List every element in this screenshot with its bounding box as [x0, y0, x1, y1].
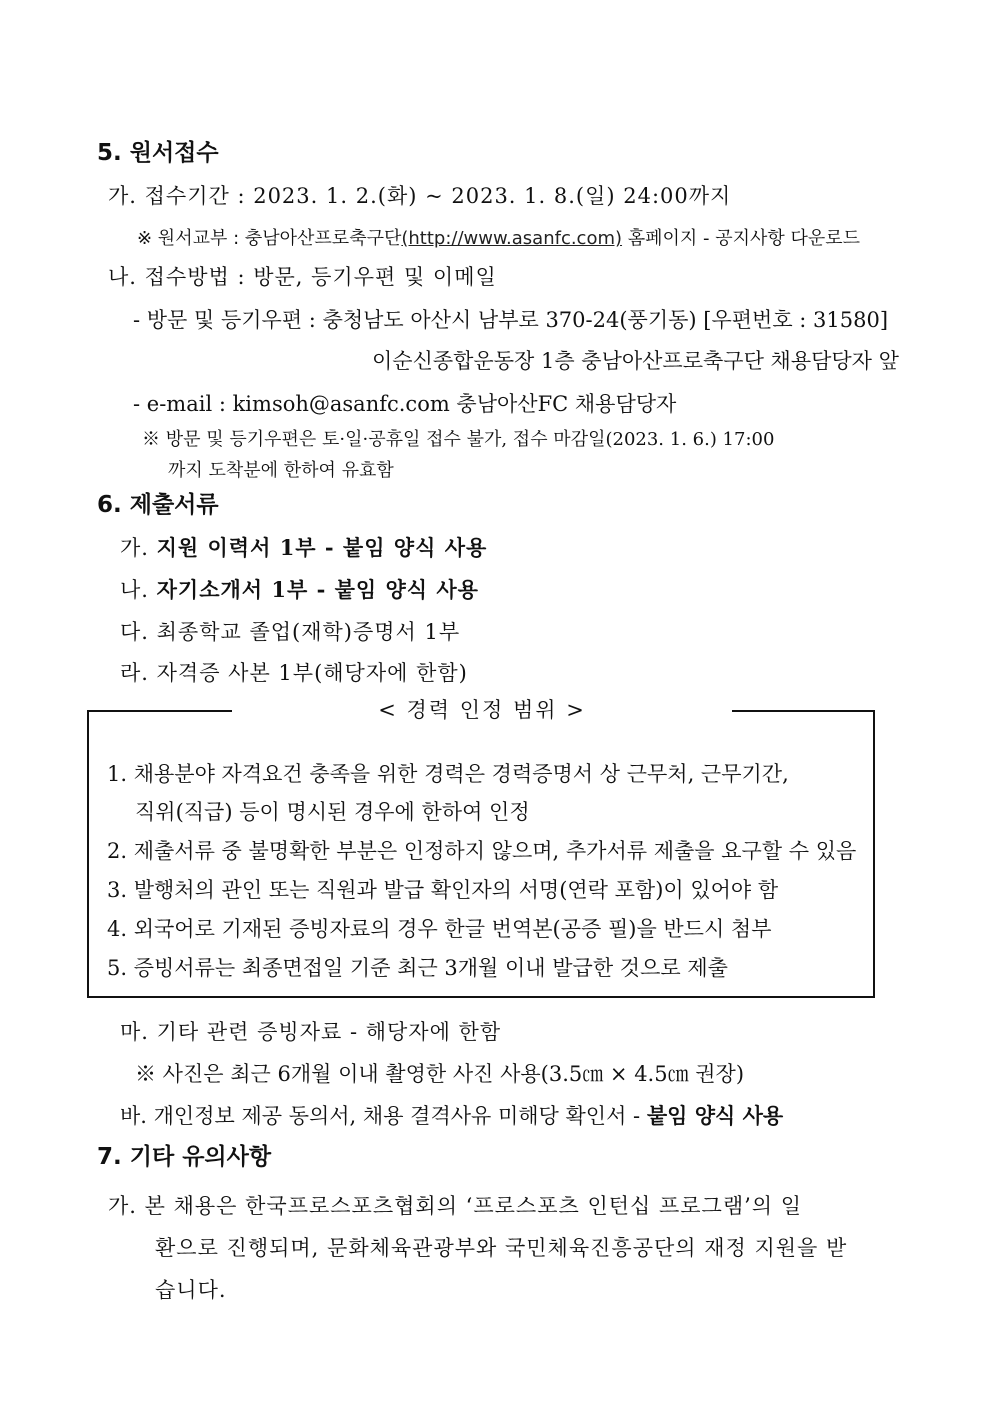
doc-item-license: 라. 자격증 사본 1부(해당자에 한함) [120, 661, 468, 685]
visit-mail-label: - 방문 및 등기우편 : [133, 308, 323, 332]
reception-period: 가. 접수기간 : 2023. 1. 2.(화) ~ 2023. 1. 8.(일) 24:00까지 [108, 184, 732, 208]
notice-line-3: 습니다. [155, 1278, 227, 1302]
visit-mail-address-1: 충청남도 아산시 남부로 370-24(풍기동) [우편번호 : 31580] [322, 308, 889, 332]
privacy-bold: 붙임 양식 사용 [646, 1103, 784, 1128]
section-6-heading: 6. 제출서류 [97, 492, 219, 518]
application-form-note-suffix: 홈페이지 - 공지사항 다운로드 [622, 228, 861, 249]
doc-item-other: 마. 기타 관련 증빙자료 - 해당자에 한함 [120, 1020, 502, 1044]
email-line: - e-mail : kimsoh@asanfc.com 충남아산FC 채용담당자 [133, 392, 677, 416]
doc-item-resume [120, 534, 487, 562]
doc-item-prefix: 나. [120, 578, 157, 602]
visit-mail-address-2: 이순신종합운동장 1층 충남아산프로축구단 채용담당자 앞 [372, 349, 899, 373]
application-form-note-prefix: ※ 원서교부 : 충남아산프로축구단 [137, 228, 402, 249]
doc-item-text: 지원 이력서 1부 - 붙임 양식 사용 [156, 535, 488, 560]
application-form-note [137, 225, 860, 253]
career-box-title: < 경력 인정 범위 > [232, 694, 732, 726]
visit-note-line-2: 까지 도착분에 한하여 유효함 [168, 460, 394, 481]
career-item-5: 5. 증빙서류는 최종면접일 기준 최근 3개월 이내 발급한 것으로 제출 [107, 956, 728, 980]
reception-method: 나. 접수방법 : 방문, 등기우편 및 이메일 [108, 265, 497, 289]
section-5-heading: 5. 원서접수 [97, 140, 219, 166]
career-item-4: 4. 외국어로 기재된 증빙자료의 경우 한글 번역본(공증 필)을 반드시 첨부 [107, 917, 772, 941]
visit-note-line-1: ※ 방문 및 등기우편은 토·일·공휴일 접수 불가, 접수 마감일(2023. 1. 6.) 17:00 [142, 429, 775, 450]
doc-item-graduation: 다. 최종학교 졸업(재학)증명서 1부 [120, 620, 461, 644]
doc-item-text: 자기소개서 1부 - 붙임 양식 사용 [156, 577, 479, 602]
asanfc-link[interactable]: (http://www.asanfc.com) [401, 228, 623, 249]
doc-item-self-intro [120, 576, 479, 604]
career-item-2: 2. 제출서류 중 불명확한 부분은 인정하지 않으며, 추가서류 제출을 요구할 수 있음 [107, 839, 857, 863]
photo-note: ※ 사진은 최근 6개월 이내 촬영한 사진 사용(3.5㎝ × 4.5㎝ 권장) [135, 1062, 745, 1086]
visit-mail-line [133, 306, 888, 334]
career-item-1: 1. 채용분야 자격요건 충족을 위한 경력은 경력증명서 상 근무처, 근무기간, [107, 762, 789, 786]
career-item-1-cont: 직위(직급) 등이 명시된 경우에 한하여 인정 [135, 800, 530, 824]
career-item-3: 3. 발행처의 관인 또는 직원과 발급 확인자의 서명(연락 포함)이 있어야 함 [107, 878, 779, 902]
privacy-text: 바. 개인정보 제공 동의서, 채용 결격사유 미해당 확인서 - [120, 1104, 647, 1128]
notice-line-1: 가. 본 채용은 한국프로스포츠협회의 ‘프로스포츠 인턴십 프로그램’의 일 [108, 1194, 803, 1218]
doc-item-privacy [120, 1102, 783, 1130]
section-7-heading: 7. 기타 유의사항 [97, 1144, 272, 1170]
doc-item-prefix: 가. [120, 536, 157, 560]
notice-line-2: 환으로 진행되며, 문화체육관광부와 국민체육진흥공단의 재정 지원을 받 [155, 1236, 848, 1260]
